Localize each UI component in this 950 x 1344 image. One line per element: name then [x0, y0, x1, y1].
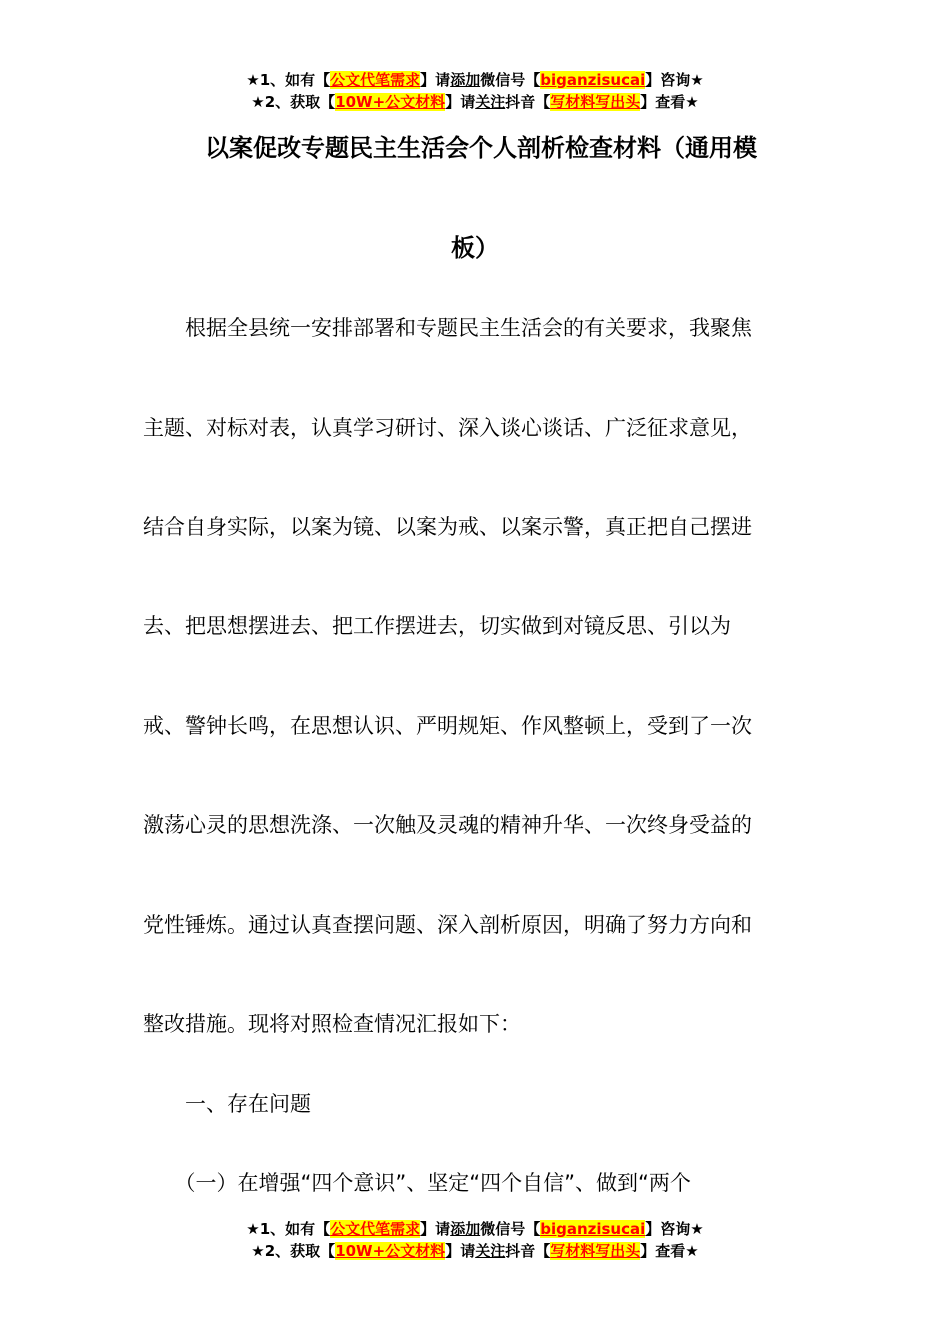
paragraph-line: 根据全县统一安排部署和专题民主生活会的有关要求，我聚焦: [143, 316, 752, 340]
douyin-highlight: 写材料写出头: [550, 93, 641, 111]
service-highlight: 公文代笔需求: [330, 71, 421, 89]
subsection-heading: （一）在增强“四个意识”、坚定“四个自信”、做到“两个: [143, 1171, 691, 1195]
paragraph-line: 结合自身实际，以案为镜、以案为戒、以案示警，真正把自己摆进: [143, 515, 752, 539]
document-title-line-2: 板）: [451, 234, 499, 262]
document-title-line-1: 以案促改专题民主生活会个人剖析检查材料（通用模: [205, 134, 757, 162]
paragraph-line: 激荡心灵的思想洗涤、一次触及灵魂的精神升华、一次终身受益的: [143, 813, 752, 837]
footer-line-2: ★2、获取【10W+公文材料】请关注抖音【写材料写出头】查看★: [251, 1242, 699, 1260]
header-banner: [0, 69, 950, 113]
materials-highlight: 10W+公文材料: [335, 93, 446, 111]
paragraph-line: 戒、警钟长鸣，在思想认识、严明规矩、作风整顿上，受到了一次: [143, 714, 752, 738]
paragraph-line: 党性锤炼。通过认真查摆问题、深入剖析原因，明确了努力方向和: [143, 913, 752, 937]
banner-line-2: ★2、获取【10W+公文材料】请关注抖音【写材料写出头】查看★: [251, 93, 699, 111]
paragraph-line: 整改措施。现将对照检查情况汇报如下：: [143, 1012, 521, 1036]
banner-line-1: ★1、如有【公文代笔需求】请添加微信号【biganzisucai】咨询★: [246, 71, 704, 89]
wechat-id-highlight: biganzisucai: [540, 71, 646, 89]
paragraph-line: 主题、对标对表，认真学习研讨、深入谈心谈话、广泛征求意见，: [143, 416, 752, 440]
footer-line-1: ★1、如有【公文代笔需求】请添加微信号【biganzisucai】咨询★: [246, 1220, 704, 1238]
paragraph-line: 去、把思想摆进去、把工作摆进去，切实做到对镜反思、引以为: [143, 614, 731, 638]
footer-banner: [0, 1218, 950, 1262]
section-heading: 一、存在问题: [143, 1092, 311, 1116]
